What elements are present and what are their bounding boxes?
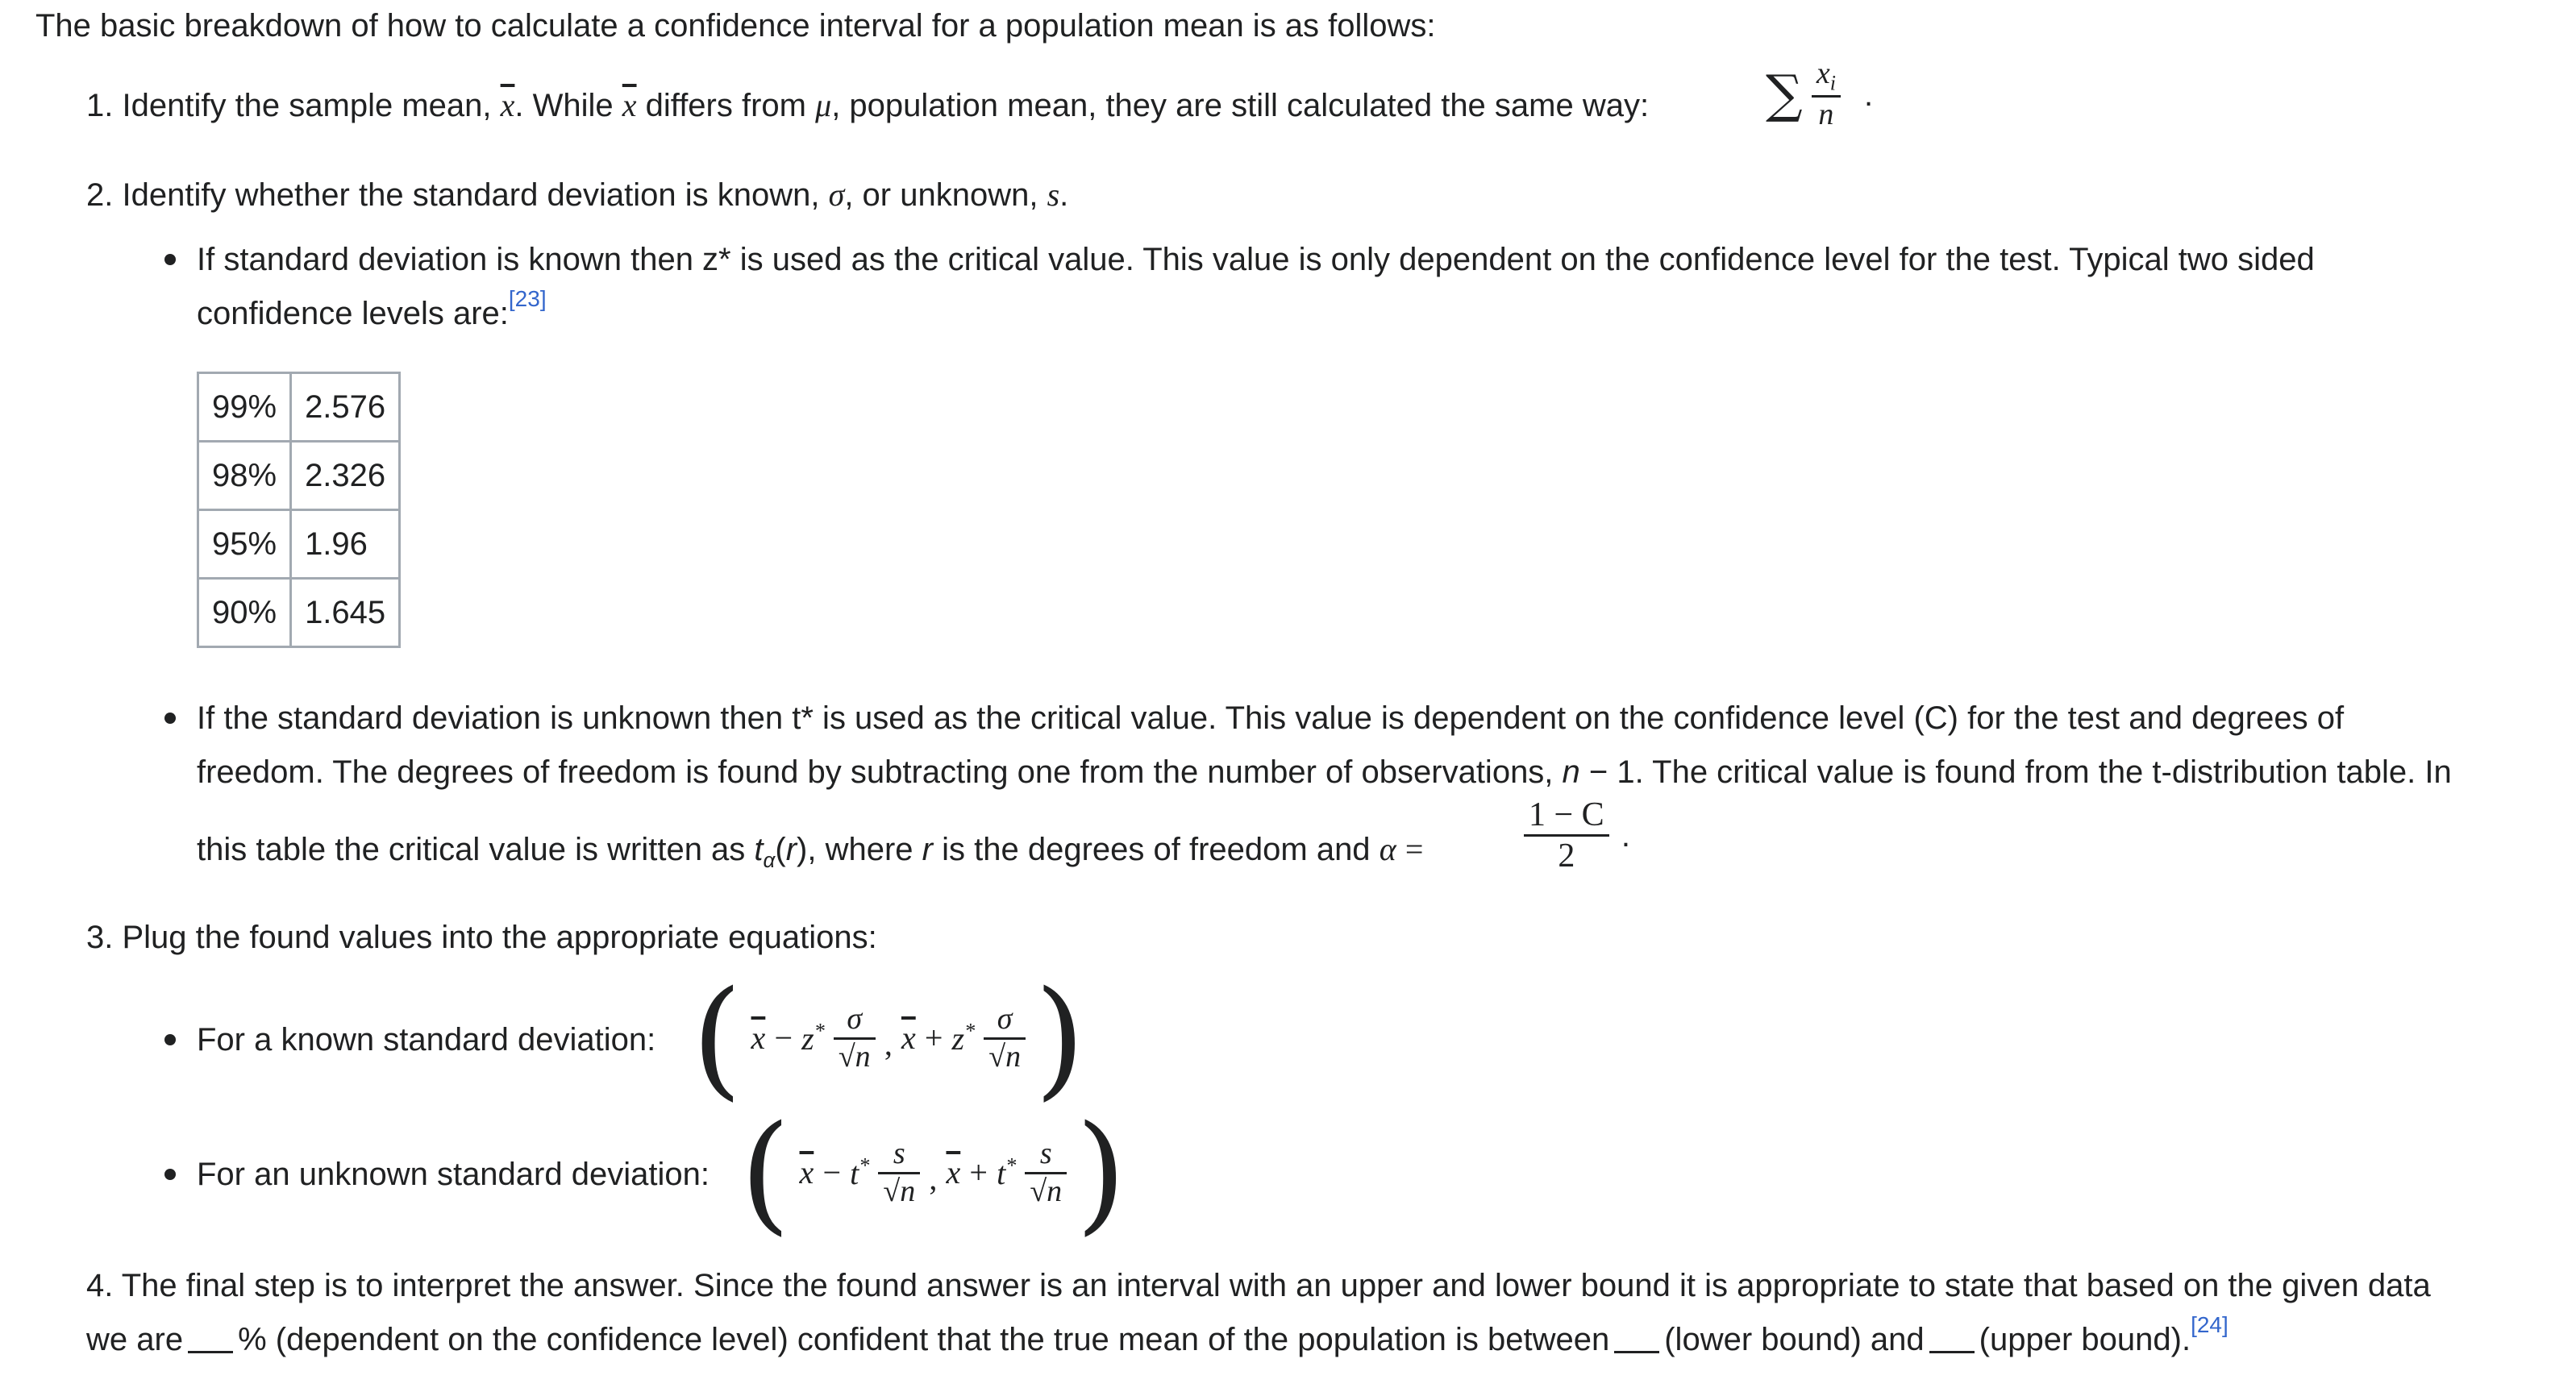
unknown-sd-text-a: freedom. The degrees of freedom is found by subtracting one from the number of observations, <box>197 754 1554 790</box>
t-symbol: t <box>754 832 764 867</box>
z-star: z* <box>801 1019 825 1058</box>
s-over-root-n: $\frac{s}{√n}$ <box>878 1136 920 1209</box>
sigma-over-root-n: $\frac{\sigma}{√n}$ <box>834 1002 876 1074</box>
step-1-text-c: differs from <box>645 88 806 123</box>
z-star: z* <box>951 1019 976 1058</box>
xbar: $\overline{x}$ <box>946 1154 961 1190</box>
step-1-number: 1. <box>86 88 114 123</box>
step-4-text-d: (upper bound). <box>1979 1322 2191 1357</box>
known-sd-line-1: If standard deviation is known then z* is used as the critical value. This value is only dependent on the confidence level for the test. Typical two sided <box>197 242 2315 277</box>
left-paren: ( <box>692 962 743 1113</box>
bullet-point <box>164 254 176 265</box>
step-4-text-a: we are <box>86 1322 184 1357</box>
known-sd-text: confidence levels are: <box>197 296 509 331</box>
step-3-text: Plug the found values into the appropriate equations: <box>122 920 877 955</box>
unknown-sd-equation-label: For an unknown standard deviation: <box>197 1157 710 1192</box>
unknown-sd-equation <box>740 1097 1126 1248</box>
critical-value-cell: 1.96 <box>291 510 400 579</box>
t-star: t* <box>850 1153 870 1192</box>
s-over-root-n: $\frac{s}{√n}$ <box>1025 1136 1067 1209</box>
intro-text: The basic breakdown of how to calculate a confidence interval for a population mean is as follows: <box>35 8 1436 44</box>
confidence-level-cell: 98% <box>198 442 291 510</box>
unknown-sd-text-e: is the degrees of freedom and <box>942 832 1371 867</box>
step-2-text-b: , or unknown, <box>844 177 1038 213</box>
critical-value-cell: 2.576 <box>291 373 400 442</box>
paren-open: ( <box>775 832 786 867</box>
mean-formula <box>1766 56 1873 133</box>
step-3 <box>86 912 877 963</box>
step-1-text: Identify the sample mean, <box>122 88 492 123</box>
table-row <box>198 579 400 647</box>
bullet-point <box>164 713 176 724</box>
unknown-sd-line-1: If the standard deviation is unknown then t* is used as the critical value. This value is dependent on the confidence level (C) for the test and degrees of <box>197 700 2345 736</box>
unknown-sd-text-c: this table the critical value is written as <box>197 832 746 867</box>
alpha-fraction-numerator: 1 − C <box>1524 796 1609 837</box>
step-1-text-b: . While <box>514 88 614 123</box>
step-1-text-d: , population mean, they are still calculated the same way: <box>831 88 1650 123</box>
mu-symbol: μ <box>815 87 832 123</box>
minus: − <box>774 1020 793 1056</box>
citation-link-23[interactable]: [23] <box>508 286 547 311</box>
unknown-sd-text-d: ), where <box>797 832 913 867</box>
table-row <box>198 373 400 442</box>
step-4-line-1 <box>86 1260 2431 1311</box>
step-4-text: The final step is to interpret the answer. Since the found answer is an interval with an upper and lower bound it is appropriate to state that based on the given data <box>121 1268 2431 1303</box>
citation-link-24[interactable]: [24] <box>2191 1312 2229 1337</box>
mean-fraction-numerator: $x_i$ <box>1812 56 1841 98</box>
r-symbol-2: r <box>922 832 933 867</box>
step-3-number: 3. <box>86 920 114 955</box>
step-4-line-2 <box>86 1314 2229 1365</box>
step-4-number: 4. <box>86 1268 114 1303</box>
xbar: $\overline{x}$ <box>751 1020 766 1056</box>
r-symbol: r <box>785 832 797 867</box>
step-1 <box>86 80 1649 131</box>
known-sd-equation <box>692 962 1085 1113</box>
alpha-fraction <box>1524 796 1609 876</box>
comma: , <box>929 1160 938 1197</box>
sigma-over-root-n: $\frac{\sigma}{√n}$ <box>984 1002 1026 1074</box>
right-paren: ) <box>1034 962 1085 1113</box>
bullet-point <box>164 1169 176 1180</box>
blank <box>188 1351 233 1353</box>
confidence-level-cell: 90% <box>198 579 291 647</box>
step-2-text-c: . <box>1059 177 1069 213</box>
summation-symbol: ∑ <box>1766 64 1803 125</box>
plus: + <box>924 1020 943 1056</box>
blank <box>1614 1351 1659 1353</box>
xbar: $\overline{x}$ <box>901 1020 916 1056</box>
mean-fraction-denominator: n <box>1818 98 1834 132</box>
n-symbol: n <box>1562 754 1580 790</box>
right-paren: ) <box>1076 1097 1126 1248</box>
mean-formula-period: . <box>1864 77 1874 113</box>
table-row <box>198 442 400 510</box>
blank <box>1929 1351 1975 1353</box>
known-sd-line-2 <box>197 288 547 339</box>
xbar: $\overline{x}$ <box>799 1154 814 1190</box>
alpha-formula-period: . <box>1621 817 1630 854</box>
comma: , <box>884 1025 893 1062</box>
critical-values-table <box>197 372 401 648</box>
critical-value-cell: 2.326 <box>291 442 400 510</box>
bullet-point <box>164 1034 176 1045</box>
alpha-symbol: α <box>1379 831 1396 867</box>
minus: − <box>822 1154 841 1190</box>
alpha-subscript: α <box>763 848 776 872</box>
mean-fraction <box>1812 56 1841 133</box>
table-row <box>198 510 400 579</box>
sigma-symbol: σ <box>828 177 845 213</box>
critical-value-cell: 1.645 <box>291 579 400 647</box>
t-star: t* <box>997 1153 1017 1192</box>
step-4-text-c: (lower bound) and <box>1664 1322 1925 1357</box>
sample-mean-symbol: $\overline{x}$ <box>500 87 515 123</box>
s-symbol: s <box>1047 177 1060 213</box>
step-2-text: Identify whether the standard deviation is known, <box>122 177 820 213</box>
alpha-formula <box>1524 796 1630 876</box>
sample-mean-symbol-2: $\overline{x}$ <box>622 87 637 123</box>
plus: + <box>969 1154 988 1190</box>
known-sd-equation-label: For a known standard deviation: <box>197 1022 656 1058</box>
equals-sign: = <box>1405 831 1424 867</box>
step-4-text-b: % (dependent on the confidence level) confident that the true mean of the population is between <box>238 1322 1610 1357</box>
unknown-sd-text-b: − 1. The critical value is found from the t-distribution table. In <box>1588 754 2452 790</box>
confidence-level-cell: 95% <box>198 510 291 579</box>
alpha-fraction-denominator: 2 <box>1558 837 1575 875</box>
unknown-sd-line-3 <box>197 824 1423 878</box>
unknown-sd-line-2 <box>197 746 2452 798</box>
step-2 <box>86 169 1068 221</box>
left-paren: ( <box>740 1097 791 1248</box>
confidence-level-cell: 99% <box>198 373 291 442</box>
step-2-number: 2. <box>86 177 114 213</box>
